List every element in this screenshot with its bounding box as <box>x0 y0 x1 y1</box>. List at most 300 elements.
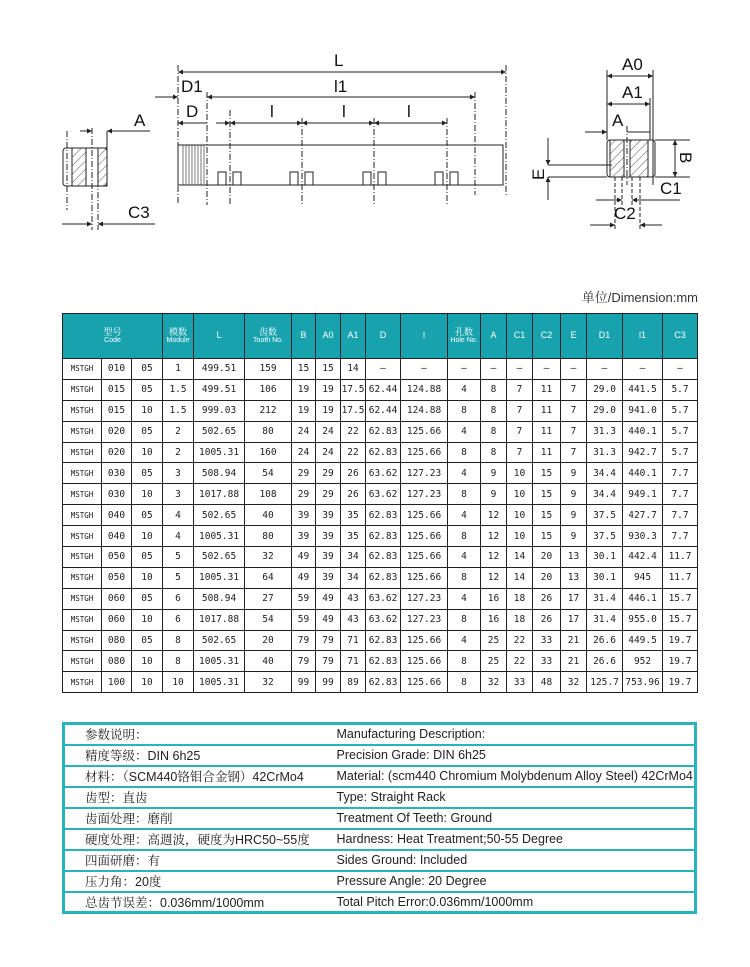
table-cell: 15 <box>533 484 561 505</box>
table-cell: 05 <box>132 463 163 484</box>
table-cell: 62.83 <box>366 651 401 672</box>
table-cell: 10 <box>132 400 163 421</box>
table-cell: 9 <box>481 484 507 505</box>
table-cell: 2 <box>163 421 194 442</box>
description-row <box>64 871 696 892</box>
table-cell: 39 <box>316 526 341 547</box>
table-cell: 05 <box>132 421 163 442</box>
table-cell: 4 <box>448 463 481 484</box>
table-cell: 2 <box>163 442 194 463</box>
description-cn: 齿型：直齿 <box>64 787 327 808</box>
table-cell: 7 <box>561 379 587 400</box>
table-row <box>63 526 698 547</box>
table-cell: 159 <box>245 359 292 380</box>
table-cell: 63.62 <box>366 484 401 505</box>
table-cell: 508.94 <box>194 463 245 484</box>
table-cell: 125.66 <box>401 547 448 568</box>
table-cell: 62.83 <box>366 567 401 588</box>
table-cell: 1.5 <box>163 379 194 400</box>
table-cell: 26.6 <box>587 651 623 672</box>
description-row <box>64 850 696 871</box>
column-header: E <box>561 314 587 359</box>
table-cell: 108 <box>245 484 292 505</box>
column-header <box>448 314 481 359</box>
table-cell: 10 <box>132 672 163 693</box>
table-cell: 9 <box>561 463 587 484</box>
table-cell: 48 <box>533 672 561 693</box>
table-cell: 99 <box>292 672 316 693</box>
table-cell: 49 <box>292 547 316 568</box>
table-cell: 39 <box>292 505 316 526</box>
dim-label-l: l <box>270 102 274 121</box>
table-cell: 125.66 <box>401 505 448 526</box>
table-cell: 930.3 <box>623 526 663 547</box>
table-cell: MSTGH <box>63 442 102 463</box>
table-cell: 030 <box>102 463 132 484</box>
table-cell: 29.0 <box>587 379 623 400</box>
column-header: A1 <box>341 314 366 359</box>
table-cell: 62.83 <box>366 547 401 568</box>
table-cell: 7 <box>507 400 533 421</box>
table-cell: 499.51 <box>194 379 245 400</box>
table-cell: 15.7 <box>663 609 698 630</box>
table-cell: 080 <box>102 630 132 651</box>
table-cell: 942.7 <box>623 442 663 463</box>
table-cell: 1005.31 <box>194 672 245 693</box>
table-cell: 10 <box>507 484 533 505</box>
table-cell: 125.66 <box>401 421 448 442</box>
table-cell: MSTGH <box>63 484 102 505</box>
table-cell: 8 <box>448 442 481 463</box>
table-cell: 050 <box>102 547 132 568</box>
table-cell: 59 <box>292 609 316 630</box>
table-cell: 17 <box>561 609 587 630</box>
table-cell: 125.66 <box>401 442 448 463</box>
table-cell: MSTGH <box>63 567 102 588</box>
table-header-row <box>63 314 698 359</box>
table-row <box>63 379 698 400</box>
column-header: L <box>194 314 245 359</box>
table-cell: 62.83 <box>366 505 401 526</box>
table-cell: 21 <box>561 630 587 651</box>
table-cell: 8 <box>163 651 194 672</box>
table-cell: 11 <box>533 421 561 442</box>
table-cell: 10 <box>507 505 533 526</box>
table-cell: MSTGH <box>63 505 102 526</box>
description-cn: 材料：（SCM440铬钼合金钢）42CrMo4 <box>64 766 327 787</box>
rack-side-view <box>155 65 506 205</box>
table-cell: 502.65 <box>194 630 245 651</box>
description-row <box>64 892 696 913</box>
table-cell: 4 <box>448 630 481 651</box>
column-header-cn: 齿数 <box>259 326 278 337</box>
description-en: Treatment Of Teeth: Ground <box>327 808 696 829</box>
table-cell: 6 <box>163 609 194 630</box>
table-cell: 19.7 <box>663 672 698 693</box>
table-cell: 80 <box>245 421 292 442</box>
table-cell: 05 <box>132 630 163 651</box>
table-cell: 5.7 <box>663 442 698 463</box>
column-header: D1 <box>587 314 623 359</box>
table-cell: MSTGH <box>63 630 102 651</box>
table-cell: 89 <box>341 672 366 693</box>
table-cell: 030 <box>102 484 132 505</box>
table-row <box>63 421 698 442</box>
table-cell: 440.1 <box>623 463 663 484</box>
table-cell: 16 <box>481 609 507 630</box>
table-cell: 34 <box>341 547 366 568</box>
table-cell: 7 <box>507 421 533 442</box>
table-cell: 33 <box>507 672 533 693</box>
table-cell: 160 <box>245 442 292 463</box>
table-cell: 63.62 <box>366 463 401 484</box>
description-row <box>64 724 696 745</box>
table-cell: 79 <box>316 630 341 651</box>
table-cell: 125.66 <box>401 651 448 672</box>
table-cell: — <box>623 359 663 380</box>
table-cell: 127.23 <box>401 484 448 505</box>
description-cn: 压力角：20度 <box>64 871 327 892</box>
column-header: B <box>292 314 316 359</box>
table-cell: 446.1 <box>623 588 663 609</box>
dim-label-l1: l1 <box>334 77 348 96</box>
table-cell: 71 <box>341 630 366 651</box>
table-cell: 15 <box>533 526 561 547</box>
table-cell: 7 <box>507 442 533 463</box>
table-cell: 7 <box>561 421 587 442</box>
table-cell: 8 <box>448 484 481 505</box>
table-cell: 25 <box>481 630 507 651</box>
table-cell: 31.3 <box>587 442 623 463</box>
table-cell: 35 <box>341 505 366 526</box>
table-cell: 21 <box>561 651 587 672</box>
description-row <box>64 829 696 850</box>
table-cell: 5 <box>163 567 194 588</box>
column-header: D <box>366 314 401 359</box>
table-cell: 127.23 <box>401 463 448 484</box>
table-cell: 10 <box>507 463 533 484</box>
table-cell: 508.94 <box>194 588 245 609</box>
dim-label-A-right: A <box>612 111 624 130</box>
table-cell: — <box>401 359 448 380</box>
table-cell: 31.4 <box>587 609 623 630</box>
table-cell: 8 <box>448 400 481 421</box>
table-cell: 15 <box>292 359 316 380</box>
table-cell: 7.7 <box>663 463 698 484</box>
description-row <box>64 787 696 808</box>
description-en: Sides Ground: Included <box>327 850 696 871</box>
table-cell: 14 <box>507 567 533 588</box>
table-cell: 8 <box>481 421 507 442</box>
dim-label-l: l <box>342 102 346 121</box>
table-cell: 010 <box>102 359 132 380</box>
table-cell: 8 <box>163 630 194 651</box>
table-cell: 10 <box>163 672 194 693</box>
table-cell: 29 <box>292 484 316 505</box>
table-cell: 8 <box>448 609 481 630</box>
table-cell: 22 <box>341 442 366 463</box>
table-row <box>63 630 698 651</box>
description-en: Manufacturing Description: <box>327 724 696 745</box>
table-cell: 060 <box>102 609 132 630</box>
table-cell: 24 <box>292 421 316 442</box>
dim-label-C1: C1 <box>660 179 682 198</box>
table-cell: 34 <box>341 567 366 588</box>
table-cell: 11.7 <box>663 567 698 588</box>
rack-technical-drawing <box>0 0 750 260</box>
table-cell: 106 <box>245 379 292 400</box>
table-cell: MSTGH <box>63 379 102 400</box>
table-cell: 34.4 <box>587 484 623 505</box>
table-cell: 13 <box>561 567 587 588</box>
table-cell: — <box>561 359 587 380</box>
table-cell: 20 <box>533 547 561 568</box>
table-cell: 11 <box>533 379 561 400</box>
table-cell: 4 <box>163 526 194 547</box>
column-header: A0 <box>316 314 341 359</box>
table-cell: 100 <box>102 672 132 693</box>
dim-label-L: L <box>334 51 344 70</box>
table-cell: 15 <box>316 359 341 380</box>
column-header <box>245 314 292 359</box>
table-cell: 441.5 <box>623 379 663 400</box>
table-cell: 39 <box>316 547 341 568</box>
table-cell: 26 <box>533 609 561 630</box>
table-cell: 49 <box>292 567 316 588</box>
table-cell: 16 <box>481 588 507 609</box>
table-cell: 39 <box>316 567 341 588</box>
table-cell: 79 <box>292 651 316 672</box>
table-cell: 33 <box>533 630 561 651</box>
table-cell: 999.03 <box>194 400 245 421</box>
description-en: Type: Straight Rack <box>327 787 696 808</box>
table-cell: 19 <box>316 400 341 421</box>
description-cn: 四面研磨：有 <box>64 850 327 871</box>
table-cell: 8 <box>448 651 481 672</box>
table-cell: 13 <box>561 547 587 568</box>
dim-label-A0: A0 <box>622 55 643 74</box>
table-cell: 15 <box>533 505 561 526</box>
table-cell: 7.7 <box>663 505 698 526</box>
column-header: C1 <box>507 314 533 359</box>
table-cell: 19 <box>292 379 316 400</box>
table-cell: 5 <box>163 547 194 568</box>
table-cell: 949.1 <box>623 484 663 505</box>
table-cell: 18 <box>507 609 533 630</box>
table-cell: 22 <box>507 651 533 672</box>
table-cell: 43 <box>341 588 366 609</box>
table-cell: 39 <box>292 526 316 547</box>
table-cell: 62.44 <box>366 400 401 421</box>
table-cell: 05 <box>132 588 163 609</box>
table-cell: 17 <box>561 588 587 609</box>
column-header: C2 <box>533 314 561 359</box>
table-cell: 040 <box>102 526 132 547</box>
table-cell: 11.7 <box>663 547 698 568</box>
table-cell: 43 <box>341 609 366 630</box>
table-cell: 502.65 <box>194 505 245 526</box>
table-row <box>63 442 698 463</box>
column-header-cn: 型号 <box>103 326 122 337</box>
table-cell: 1005.31 <box>194 442 245 463</box>
table-cell: 9 <box>561 526 587 547</box>
table-cell: 127.23 <box>401 588 448 609</box>
table-cell: 32 <box>245 547 292 568</box>
column-header: A <box>481 314 507 359</box>
table-cell: 62.83 <box>366 630 401 651</box>
table-cell: 1005.31 <box>194 567 245 588</box>
table-cell: 8 <box>481 400 507 421</box>
description-en: Total Pitch Error:0.036mm/1000mm <box>327 892 696 913</box>
table-cell: 14 <box>507 547 533 568</box>
description-en: Hardness: Heat Treatment;50-55 Degree <box>327 829 696 850</box>
table-cell: 7 <box>561 400 587 421</box>
dim-label-C3: C3 <box>128 203 150 222</box>
table-cell: 05 <box>132 359 163 380</box>
table-cell: 449.5 <box>623 630 663 651</box>
table-cell: 8 <box>481 379 507 400</box>
table-row <box>63 651 698 672</box>
table-cell: 427.7 <box>623 505 663 526</box>
table-cell: MSTGH <box>63 609 102 630</box>
table-cell: 40 <box>245 651 292 672</box>
table-cell: 15.7 <box>663 588 698 609</box>
table-cell: 32 <box>245 672 292 693</box>
column-header-en: Hole No. <box>450 337 478 345</box>
table-cell: 22 <box>507 630 533 651</box>
table-cell: — <box>663 359 698 380</box>
table-cell: 060 <box>102 588 132 609</box>
table-cell: MSTGH <box>63 526 102 547</box>
table-cell: 24 <box>316 421 341 442</box>
dim-label-D1: D1 <box>181 77 203 96</box>
table-cell: 955.0 <box>623 609 663 630</box>
table-cell: 4 <box>448 505 481 526</box>
table-cell: MSTGH <box>63 651 102 672</box>
description-cn: 参数说明： <box>64 724 327 745</box>
table-cell: 71 <box>341 651 366 672</box>
dim-label-B: B <box>676 152 695 164</box>
table-cell: 125.66 <box>401 567 448 588</box>
column-header: l <box>401 314 448 359</box>
table-cell: 8 <box>481 442 507 463</box>
table-cell: 24 <box>316 442 341 463</box>
table-cell: 05 <box>132 505 163 526</box>
description-en: Material: (scm440 Chromium Molybdenum Alloy Steel) 42CrMo4 <box>327 766 696 787</box>
table-cell: 26 <box>533 588 561 609</box>
table-cell: 80 <box>245 526 292 547</box>
table-row <box>63 505 698 526</box>
column-header-en: Code <box>104 337 121 345</box>
table-cell: 7 <box>507 379 533 400</box>
table-cell: 10 <box>132 484 163 505</box>
table-cell: 502.65 <box>194 421 245 442</box>
table-cell: 015 <box>102 400 132 421</box>
table-cell: 24 <box>292 442 316 463</box>
table-cell: 1017.88 <box>194 609 245 630</box>
table-cell: 6 <box>163 588 194 609</box>
table-cell: 10 <box>132 442 163 463</box>
table-cell: 32 <box>481 672 507 693</box>
table-row <box>63 609 698 630</box>
table-row <box>63 463 698 484</box>
table-cell: 62.83 <box>366 526 401 547</box>
table-cell: MSTGH <box>63 588 102 609</box>
table-cell: 20 <box>245 630 292 651</box>
table-cell: 34.4 <box>587 463 623 484</box>
column-header-cn: 孔数 <box>455 326 474 337</box>
table-cell: 8 <box>448 672 481 693</box>
column-header-en: Module <box>166 337 190 345</box>
description-cn: 总齿节误差：0.036mm/1000mm <box>64 892 327 913</box>
dim-label-l: l <box>407 102 411 121</box>
table-cell: 3 <box>163 463 194 484</box>
table-cell: 62.44 <box>366 379 401 400</box>
column-header: l1 <box>623 314 663 359</box>
dim-label-C2: C2 <box>614 204 636 223</box>
unit-label: 单位/Dimension:mm <box>581 290 698 305</box>
table-cell: 12 <box>481 567 507 588</box>
table-cell: 30.1 <box>587 567 623 588</box>
description-cn: 齿面处理：磨削 <box>64 808 327 829</box>
column-header-cn: 模数 <box>169 326 188 337</box>
table-cell: 54 <box>245 463 292 484</box>
table-cell: 5.7 <box>663 379 698 400</box>
table-cell: MSTGH <box>63 547 102 568</box>
table-cell: 4 <box>448 547 481 568</box>
table-cell: 5.7 <box>663 421 698 442</box>
table-cell: 63.62 <box>366 609 401 630</box>
table-cell: 125.66 <box>401 672 448 693</box>
table-cell: 4 <box>448 379 481 400</box>
table-cell: 05 <box>132 379 163 400</box>
mounting-slots <box>218 172 458 185</box>
table-cell: 7 <box>561 442 587 463</box>
table-cell: 64 <box>245 567 292 588</box>
table-cell: 11 <box>533 400 561 421</box>
table-cell: 12 <box>481 505 507 526</box>
description-en: Precision Grade: DIN 6h25 <box>327 745 696 766</box>
table-cell: MSTGH <box>63 359 102 380</box>
table-cell: 10 <box>132 567 163 588</box>
table-cell: 37.5 <box>587 505 623 526</box>
description-row <box>64 745 696 766</box>
table-cell: 9 <box>481 463 507 484</box>
description-en: Pressure Angle: 20 Degree <box>327 871 696 892</box>
table-cell: 10 <box>132 526 163 547</box>
table-cell: 4 <box>163 505 194 526</box>
table-cell: 125.7 <box>587 672 623 693</box>
table-cell: 4 <box>448 421 481 442</box>
table-cell: 25 <box>481 651 507 672</box>
table-cell: 31.3 <box>587 421 623 442</box>
table-cell: 124.88 <box>401 379 448 400</box>
table-cell: 4 <box>448 588 481 609</box>
table-cell: 35 <box>341 526 366 547</box>
table-cell: 54 <box>245 609 292 630</box>
table-cell: 17.5 <box>341 379 366 400</box>
table-cell: 499.51 <box>194 359 245 380</box>
table-cell: 17.5 <box>341 400 366 421</box>
table-cell: 40 <box>245 505 292 526</box>
table-cell: 8 <box>448 526 481 547</box>
table-cell: 941.0 <box>623 400 663 421</box>
table-cell: 62.83 <box>366 672 401 693</box>
description-row <box>64 808 696 829</box>
spec-table <box>62 313 698 693</box>
table-cell: 39 <box>316 505 341 526</box>
table-cell: 19 <box>292 400 316 421</box>
